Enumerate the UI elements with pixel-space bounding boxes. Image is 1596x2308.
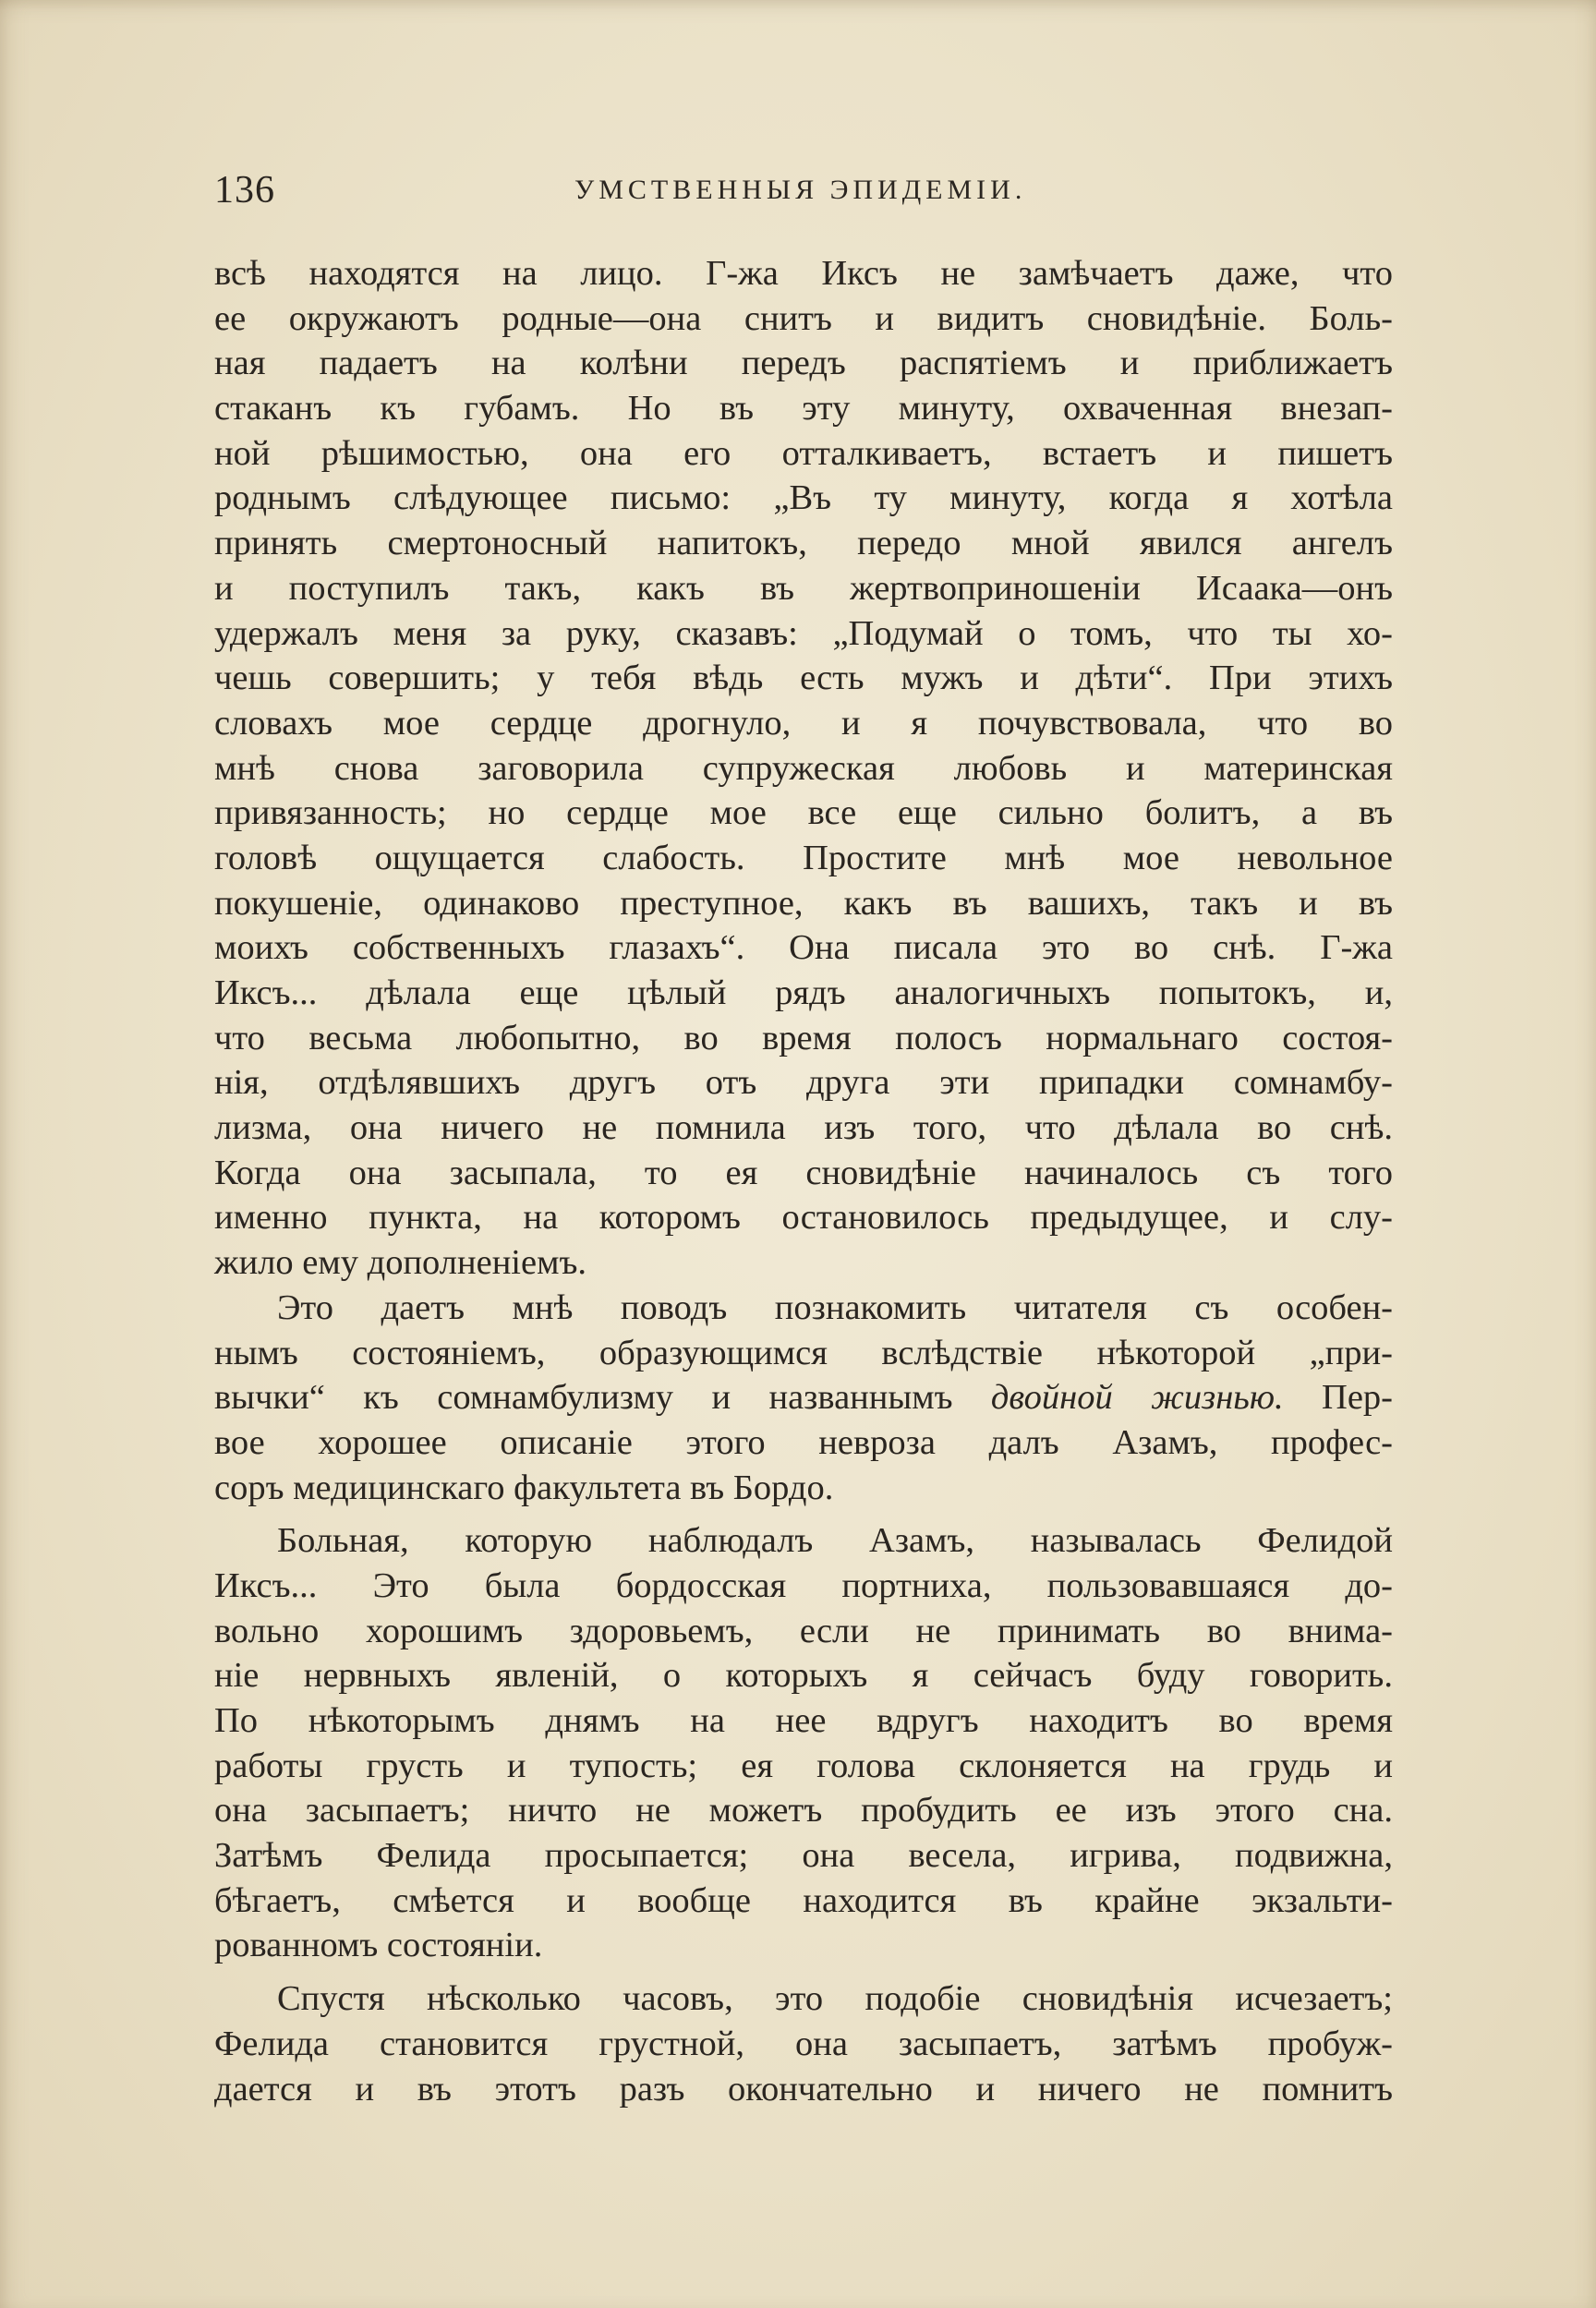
text-line: бѣгаетъ, смѣется и вообще находится въ крайне экзальти- [214, 1880, 1393, 1920]
text-line: головѣ ощущается слабость. Простите мнѣ мое невольное [214, 838, 1393, 877]
text-line: Больная, которую наблюдалъ Азамъ, называлась Фелидой [277, 1521, 1393, 1561]
text-line: вольно хорошимъ здоровьемъ, если не принимать во внима- [214, 1611, 1393, 1650]
text-line: рованномъ состоянiи. [214, 1926, 543, 1965]
text-line: вое хорошее описанie этого невроза далъ Азамъ, профес- [214, 1422, 1393, 1462]
text-line: она засыпаетъ; ничто не можетъ пробудить ее изъ этого сна. [214, 1791, 1393, 1831]
text-line: чешь совершить; у тебя вѣдь есть мужъ и дѣти“. При этихъ [214, 659, 1393, 698]
text-line: всѣ находятся на лицо. Г-жа Иксъ не замѣчаетъ даже, что [214, 254, 1393, 293]
text-line: Затѣмъ Фелида просыпается; она весела, игрива, подвижна, [214, 1836, 1393, 1876]
paragraph-3 [214, 1518, 1393, 1968]
text-line: удержалъ меня за руку, сказавъ: „Подумай о томъ, что ты хо- [214, 613, 1393, 653]
page-number: 136 [214, 169, 275, 211]
paragraph-1 [214, 251, 1393, 1286]
text-line: Когда она засыпала, то ея сновидѣнie начиналось съ того [214, 1153, 1393, 1192]
text-line: Спустя нѣсколько часовъ, это подобie сновидѣнiя исчезаетъ; [277, 1979, 1393, 2019]
text-line: мнѣ снова заговорила супружеская любовь и материнская [214, 748, 1393, 788]
running-head [214, 163, 1393, 218]
text-line: соръ медицинскаго факультета въ Бордо. [214, 1468, 834, 1507]
text-line: и поступилъ такъ, какъ въ жертвоприношенiи Исаака—онъ [214, 568, 1393, 608]
text-line: покушенie, одинаково преступное, какъ въ вашихъ, такъ и въ [214, 883, 1393, 923]
text-line: моихъ собственныхъ глазахъ“. Она писала это во снѣ. Г-жа [214, 928, 1393, 968]
text-line: лизма, она ничего не помнила изъ того, что дѣлала во снѣ. [214, 1108, 1393, 1148]
text-line: нымъ состоянiемъ, образующимся вслѣдствiе нѣкоторой „при- [214, 1333, 1393, 1372]
paragraph-4 [214, 1976, 1393, 2111]
text-line: дается и въ этотъ разъ окончательно и ничего не помнитъ [214, 2069, 1393, 2109]
text-line: Иксъ... Это была бордосская портниха, пользовавшаяся до- [214, 1565, 1393, 1605]
text-line: принять смертоносный напитокъ, передо мной явился ангелъ [214, 524, 1393, 563]
text-line: Иксъ... дѣлала еще цѣлый рядъ аналогичныхъ попытокъ, и, [214, 973, 1393, 1012]
text-line: роднымъ слѣдующее письмо: „Въ ту минуту, когда я хотѣла [214, 478, 1393, 518]
text-line: Фелида становится грустной, она засыпаетъ, затѣмъ пробуж- [214, 2024, 1393, 2063]
text-line: ее окружаютъ родные—она снитъ и видитъ сновидѣнie. Боль- [214, 298, 1393, 338]
text-line: ная падаетъ на колѣни передъ распятiемъ и приближаетъ [214, 344, 1393, 383]
text-line: привязанность; но сердце мое все еще сильно болитъ, а въ [214, 793, 1393, 833]
text-line: нie нервныхъ явленiй, о которыхъ я сейчасъ буду говорить. [214, 1656, 1393, 1696]
italic-phrase: двойной жизнью. [990, 1378, 1284, 1418]
text-line: Это даетъ мнѣ поводъ познакомить читателя съ особен- [277, 1287, 1393, 1327]
text-line: По нѣкоторымъ днямъ на нее вдругъ находитъ во время [214, 1701, 1393, 1740]
text-line: нiя, отдѣлявшихъ другъ отъ друга эти припадки сомнамбу- [214, 1063, 1393, 1103]
paragraph-2 [214, 1286, 1393, 1510]
text-line-mixed [214, 1375, 1393, 1420]
text-line: жило ему дополненiемъ. [214, 1243, 586, 1283]
body-text [214, 251, 1393, 2111]
paragraph-gap [214, 1510, 1393, 1518]
running-title: УМСТВЕННЫЯ ЭПИДЕМIИ. [574, 175, 1027, 205]
text-line: стаканъ къ губамъ. Но въ эту минуту, охваченная внезап- [214, 389, 1393, 429]
text-line: что весьма любопытно, во время полосъ нормальнаго состоя- [214, 1018, 1393, 1057]
text-line: словахъ мое сердце дрогнуло, и я почувствовала, что во [214, 703, 1393, 743]
text-run: вычки“ къ сомнамбулизму и названнымъ [214, 1378, 991, 1418]
text-line: именно пункта, на которомъ остановилось предыдущее, и слу- [214, 1198, 1393, 1238]
text-line: ной рѣшимостью, она его отталкиваетъ, встаетъ и пишетъ [214, 433, 1393, 473]
paragraph-gap [214, 1968, 1393, 1976]
text-run: Пер- [1283, 1378, 1393, 1418]
text-line: работы грусть и тупость; ея голова склоняется на грудь и [214, 1746, 1393, 1785]
